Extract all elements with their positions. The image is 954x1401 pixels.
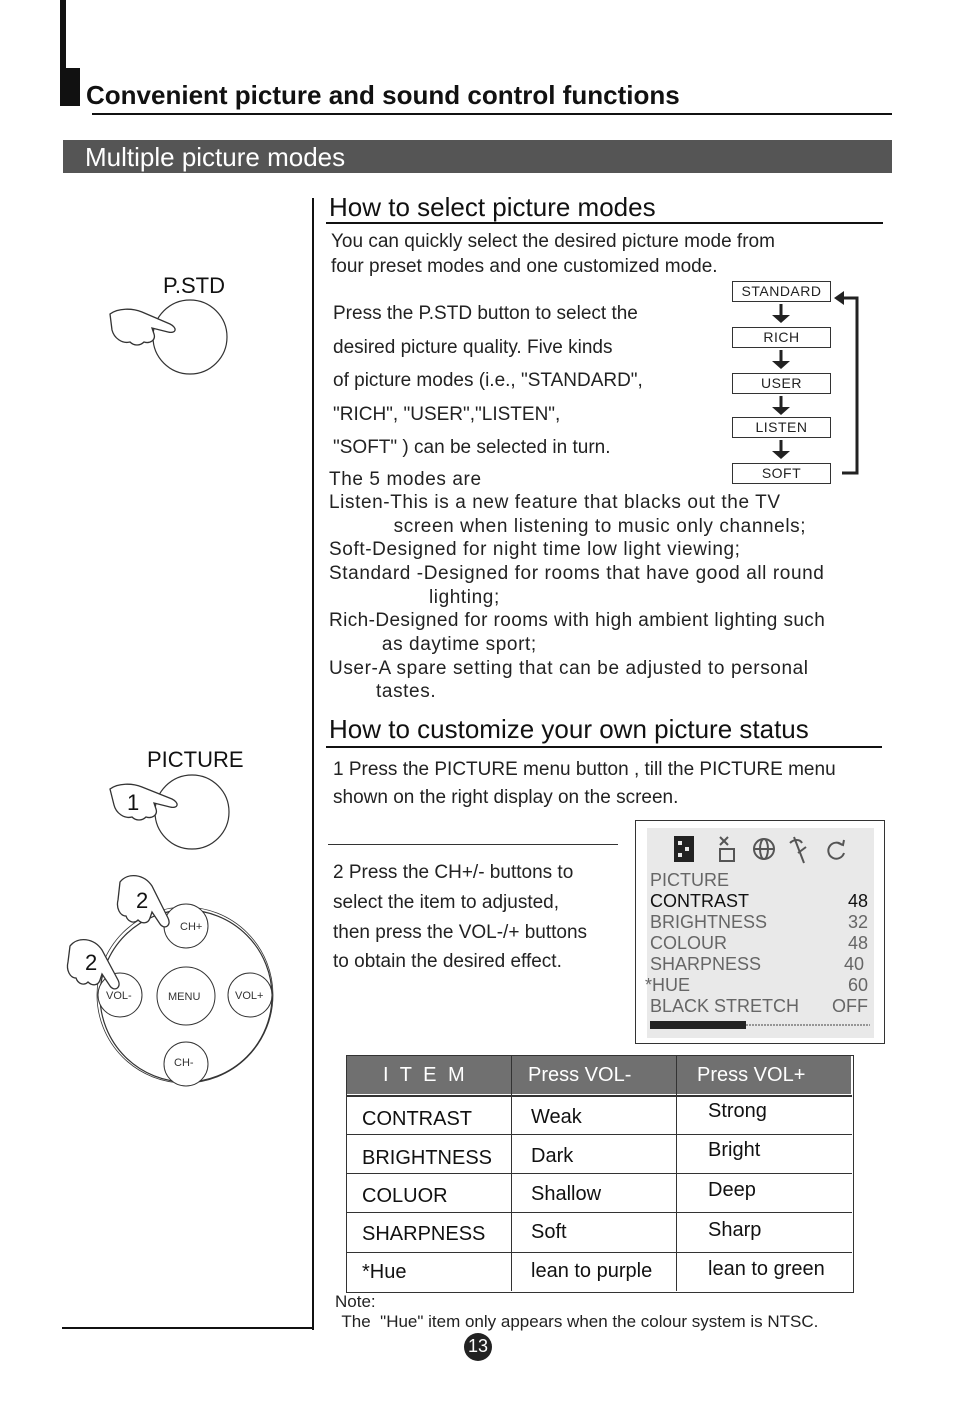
table-rule: [346, 1252, 852, 1253]
mode-desc-line: Rich-Designed for rooms with high ambient lighting such: [329, 610, 826, 631]
column-bottom-rule: [62, 1327, 314, 1329]
table-rule: [511, 1055, 512, 1291]
table-cell: Soft: [531, 1221, 567, 1243]
step-2-marker: 2: [85, 950, 98, 975]
table-cell: SHARPNESS: [362, 1223, 486, 1245]
note-text: The "Hue" item only appears when the colour system is NTSC.: [337, 1312, 819, 1331]
table-cell: Dark: [531, 1145, 574, 1167]
table-header-vol-plus: Press VOL+: [677, 1056, 851, 1094]
select-intro: You can quickly select the desired picture mode from: [331, 231, 775, 252]
table-rule: [346, 1173, 852, 1174]
table-cell: COLUOR: [362, 1185, 448, 1207]
vol-plus-label: VOL+: [235, 990, 264, 1002]
osd-row-sharpness: [650, 954, 870, 975]
table-rule: [346, 1095, 852, 1097]
osd-item-name: COLOUR: [650, 933, 728, 953]
mode-desc-line: lighting;: [329, 587, 500, 608]
osd-title: PICTURE: [650, 870, 730, 890]
table-rule: [346, 1212, 852, 1213]
mode-desc-line: tastes.: [329, 681, 437, 702]
vol-minus-label: VOL-: [106, 990, 132, 1002]
pstd-button-illustration: [104, 298, 234, 378]
pstd-label: P.STD: [163, 273, 225, 298]
picture-button-illustration: [104, 773, 234, 853]
mode-box-rich: RICH: [732, 327, 831, 348]
mode-box-user: USER: [732, 373, 831, 394]
mode-box-listen: LISTEN: [732, 417, 831, 438]
osd-item-value: 32: [847, 912, 868, 932]
globe-icon: [754, 839, 774, 859]
table-rule: [676, 1055, 677, 1291]
osd-item-value: 48: [847, 933, 868, 953]
osd-row-colour: [650, 933, 870, 954]
page-title: Convenient picture and sound control functions: [86, 80, 680, 110]
press-line: "RICH", "USER","LISTEN",: [333, 404, 561, 425]
mode-arrows: [770, 303, 794, 463]
table-cell: Strong: [708, 1100, 767, 1122]
osd-item-name: SHARPNESS: [650, 954, 762, 974]
table-cell: BRIGHTNESS: [362, 1147, 493, 1169]
osd-row-black-stretch: [650, 996, 870, 1017]
customize-step2: 2 Press the CH+/- buttons to: [333, 862, 574, 883]
table-cell: Deep: [708, 1179, 756, 1201]
table-cell: Shallow: [531, 1183, 602, 1205]
step-1-marker: 1: [127, 790, 140, 815]
divider: [328, 844, 618, 845]
note-label: Note:: [335, 1292, 376, 1311]
page-number: 13: [467, 1336, 489, 1356]
header-block: [60, 68, 80, 106]
osd-item-value: 40: [843, 954, 864, 974]
osd-row-hue: [645, 975, 870, 996]
table-cell: *Hue: [362, 1261, 407, 1283]
customize-step1: 1 Press the PICTURE menu button , till the PICTURE menu: [333, 759, 836, 780]
select-intro: four preset modes and one customized mode.: [331, 256, 718, 277]
ch-plus-label: CH+: [180, 921, 203, 933]
menu-label: MENU: [168, 991, 201, 1003]
osd-item-value: 48: [847, 891, 868, 911]
press-line: desired picture quality. Five kinds: [333, 337, 613, 358]
table-cell: lean to purple: [531, 1260, 653, 1282]
table-cell: CONTRAST: [362, 1108, 472, 1130]
return-arrow-icon: [840, 298, 857, 473]
antenna-icon: [790, 837, 806, 863]
osd-item-name: BRIGHTNESS: [650, 912, 768, 932]
select-heading-rule: [326, 222, 883, 224]
osd-item-value: OFF: [832, 996, 868, 1016]
osd-item-name: *HUE: [645, 975, 691, 995]
table-header-vol-minus: Press VOL-: [512, 1056, 676, 1094]
customize-step2: select the item to adjusted,: [333, 892, 560, 913]
picture-menu-icon: [674, 836, 694, 862]
mode-desc-line: The 5 modes are: [329, 469, 482, 490]
select-heading: How to select picture modes: [329, 192, 656, 222]
osd-item-name: BLACK STRETCH: [650, 996, 800, 1016]
press-line: Press the P.STD button to select the: [333, 303, 638, 324]
table-cell: Weak: [531, 1106, 582, 1128]
press-line: "SOFT" ) can be selected in turn.: [333, 437, 611, 458]
step-2-marker: 2: [136, 888, 149, 913]
mode-desc-line: User-A spare setting that can be adjusted to personal: [329, 658, 809, 679]
customize-step2: to obtain the desired effect.: [333, 951, 562, 972]
column-divider: [312, 198, 314, 1330]
picture-button-icon: [155, 775, 229, 849]
header-rule: [92, 113, 892, 115]
picture-label: PICTURE: [147, 747, 244, 772]
table-rule: [346, 1134, 852, 1135]
table-header-item: I T E M: [347, 1056, 511, 1094]
mode-desc-line: Listen-This is a new feature that blacks out the TV: [329, 492, 781, 513]
table-cell: lean to green: [708, 1258, 825, 1280]
mode-box-soft: SOFT: [732, 463, 831, 484]
mode-desc-line: Standard -Designed for rooms that have good all round: [329, 563, 825, 584]
customize-heading-rule: [326, 746, 882, 748]
table-cell: Bright: [708, 1139, 761, 1161]
osd-item-value: 60: [847, 975, 868, 995]
table-cell: Sharp: [708, 1219, 762, 1241]
osd-item-name: CONTRAST: [650, 891, 749, 911]
mode-box-standard: STANDARD: [732, 281, 831, 302]
cycle-back-arrow: [832, 288, 862, 476]
customize-step2: then press the VOL-/+ buttons: [333, 922, 588, 943]
osd-row-brightness: [650, 912, 870, 933]
ch-minus-label: CH-: [174, 1057, 194, 1069]
sound-menu-icon: [720, 837, 734, 861]
press-line: of picture modes (i.e., "STANDARD",: [333, 370, 643, 391]
mode-desc-line: screen when listening to music only channels;: [329, 516, 807, 537]
osd-level-bar: [650, 1021, 870, 1029]
osd-row-contrast: [650, 891, 870, 912]
osd-icon-bar: [672, 833, 852, 869]
customize-heading: How to customize your own picture status: [329, 714, 809, 744]
mode-desc-line: Soft-Designed for night time low light viewing;: [329, 539, 741, 560]
refresh-icon: [828, 840, 844, 859]
remote-navigation-illustration: [64, 868, 279, 1093]
pstd-button-icon: [153, 300, 227, 374]
customize-step1: shown on the right display on the screen.: [333, 787, 679, 808]
mode-desc-line: as daytime sport;: [329, 634, 537, 655]
section-title: Multiple picture modes: [85, 142, 346, 172]
